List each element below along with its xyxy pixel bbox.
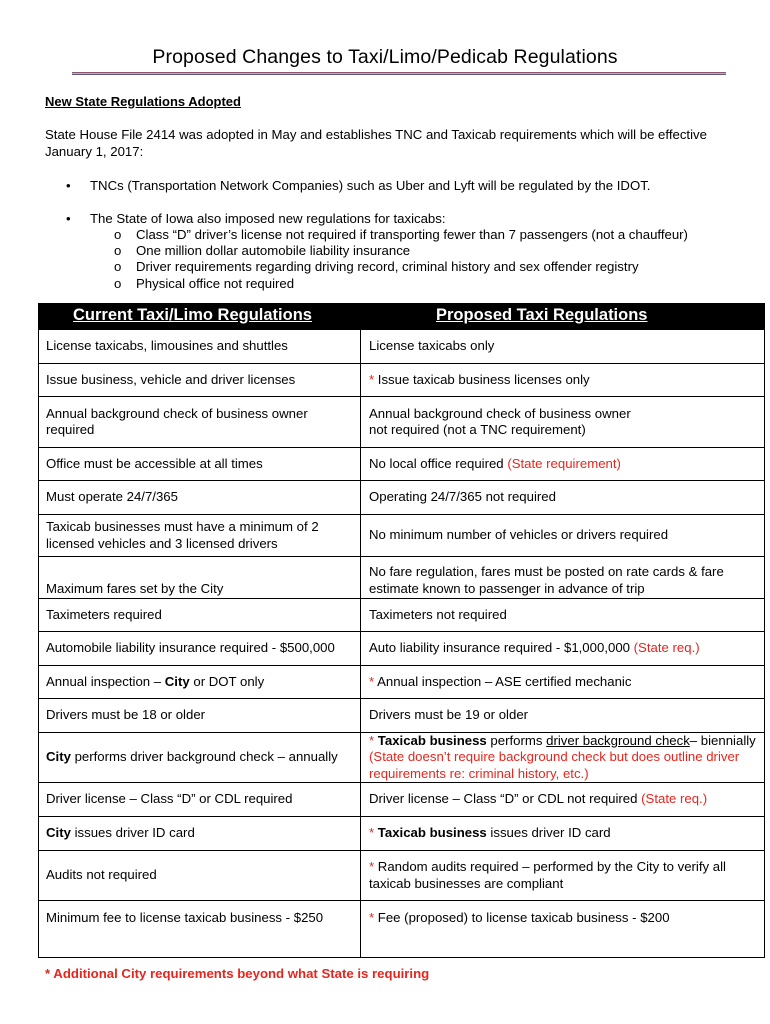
text-segment: License taxicabs only <box>369 338 495 354</box>
table-row <box>39 557 764 599</box>
proposed-regulation-cell <box>369 817 761 850</box>
text-segment: Auto liability insurance required - $1,000,000 <box>369 640 634 656</box>
current-regulation-cell <box>46 481 358 514</box>
current-regulation-cell <box>46 817 358 850</box>
red-text-segment: * <box>369 673 378 689</box>
red-text-segment: * <box>369 825 378 841</box>
current-regulation-cell <box>46 851 358 900</box>
text-segment: License taxicabs, limousines and shuttles <box>46 338 288 354</box>
bullet-text: TNCs (Transportation Network Companies) such as Uber and Lyft will be regulated by the IDOT. <box>90 178 651 193</box>
text-segment: – biennially <box>689 732 756 748</box>
table-row <box>39 599 764 632</box>
table-row <box>39 397 764 448</box>
text-segment: or DOT only <box>189 673 265 689</box>
proposed-regulation-cell <box>369 901 761 935</box>
current-regulation-cell <box>46 666 358 698</box>
circle-bullet-icon: o <box>114 227 122 242</box>
text-segment: Driver license – Class “D” or CDL not required <box>369 791 642 807</box>
page-title: Proposed Changes to Taxi/Limo/Pedicab Regulations <box>152 46 618 68</box>
red-text-segment: (State requirement) <box>507 455 621 471</box>
column-header-proposed: Proposed Taxi Regulations <box>436 306 648 324</box>
bullet-dot-icon: • <box>66 211 71 226</box>
table-row <box>39 364 764 397</box>
text-segment: Drivers must be 19 or older <box>369 707 529 723</box>
text-segment: performs <box>486 732 547 748</box>
proposed-regulation-cell <box>369 515 761 556</box>
table-row <box>39 481 764 515</box>
bullet-text: The State of Iowa also imposed new regulations for taxicabs: <box>90 211 446 226</box>
proposed-regulation-cell <box>369 699 761 732</box>
current-regulation-cell <box>46 632 358 665</box>
text-segment: Driver license – Class “D” or CDL required <box>46 791 293 807</box>
text-segment: Maximum fares set by the City <box>46 580 224 596</box>
current-regulation-cell <box>46 364 358 396</box>
proposed-regulation-cell <box>369 557 761 598</box>
red-text-segment: * <box>369 859 378 874</box>
proposed-regulation-cell <box>369 632 761 665</box>
text-segment: Fee (proposed) to license taxicab business - $200 <box>377 909 670 925</box>
text-segment: driver background check <box>546 732 690 748</box>
table-row <box>39 783 764 817</box>
text-segment: Taximeters required <box>46 606 162 622</box>
current-regulation-cell <box>46 783 358 816</box>
proposed-regulation-cell <box>369 783 761 816</box>
text-segment: City <box>46 825 71 841</box>
sub-bullet-text: Driver requirements regarding driving record, criminal history and sex offender registry <box>136 259 639 274</box>
text-segment: Annual inspection – ASE certified mechanic <box>377 673 632 689</box>
current-regulation-cell <box>46 515 358 556</box>
red-text-segment: (State req.) <box>633 640 700 656</box>
current-regulation-cell <box>46 448 358 480</box>
text-segment: Automobile liability insurance required - $500,000 <box>46 640 335 656</box>
sub-bullet-text: Physical office not required <box>136 276 295 291</box>
text-segment: not required (not a TNC requirement) <box>369 422 586 437</box>
text-segment: No fare regulation, fares must be posted on rate cards & fare estimate known to passenger in advance of trip <box>369 564 724 596</box>
regulations-table <box>38 303 765 958</box>
proposed-regulation-cell <box>369 733 761 782</box>
circle-bullet-icon: o <box>114 276 122 291</box>
text-segment: Annual background check of business owner required <box>46 405 308 437</box>
circle-bullet-icon: o <box>114 259 122 274</box>
table-row <box>39 330 764 364</box>
text-segment: No local office required <box>369 455 508 471</box>
current-regulation-cell <box>46 557 358 598</box>
table-row <box>39 901 764 935</box>
proposed-regulation-cell <box>369 397 761 447</box>
footnote: * Additional City requirements beyond what State is requiring <box>45 966 430 981</box>
text-segment: Must operate 24/7/365 <box>46 489 178 505</box>
text-segment: Minimum fee to license taxicab business - $250 <box>46 909 324 925</box>
table-row <box>39 817 764 851</box>
text-segment: Taximeters not required <box>369 606 507 622</box>
red-text-segment: * <box>369 732 378 748</box>
red-text-segment: * <box>369 909 378 925</box>
title-divider <box>72 72 726 75</box>
table-row <box>39 699 764 733</box>
section-heading: New State Regulations Adopted <box>45 94 241 109</box>
text-segment: Annual inspection – <box>46 673 165 689</box>
proposed-regulation-cell <box>369 666 761 698</box>
circle-bullet-icon: o <box>114 243 122 258</box>
text-segment: Issue business, vehicle and driver licenses <box>46 371 296 387</box>
red-text-segment: (State req.) <box>641 791 708 807</box>
table-row <box>39 632 764 666</box>
current-regulation-cell <box>46 599 358 631</box>
text-segment: issues driver ID card <box>70 825 195 841</box>
sub-bullet-text: One million dollar automobile liability insurance <box>136 243 411 258</box>
text-segment: City <box>164 673 190 689</box>
text-segment: issues driver ID card <box>486 825 611 841</box>
proposed-regulation-cell <box>369 330 761 363</box>
intro-paragraph: State House File 2414 was adopted in May and establishes TNC and Taxicab requirements which will be effective January 1, 2017: <box>45 127 707 159</box>
proposed-regulation-cell <box>369 364 761 396</box>
proposed-regulation-cell <box>369 851 761 900</box>
proposed-regulation-cell <box>369 448 761 480</box>
current-regulation-cell <box>46 901 358 935</box>
red-text-segment: * <box>369 371 378 387</box>
bullet-dot-icon: • <box>66 178 71 193</box>
text-segment: Issue taxicab business licenses only <box>377 371 590 387</box>
current-regulation-cell <box>46 699 358 732</box>
text-segment: Office must be accessible at all times <box>46 455 263 471</box>
current-regulation-cell <box>46 330 358 363</box>
text-segment: No minimum number of vehicles or drivers required <box>369 527 669 543</box>
sub-bullet-text: Class “D” driver’s license not required if transporting fewer than 7 passengers (not a chauffeur) <box>136 227 688 242</box>
table-row <box>39 448 764 481</box>
table-row <box>39 666 764 699</box>
text-segment: Taxicab businesses must have a minimum of 2 licensed vehicles and 3 licensed drivers <box>46 519 319 551</box>
text-segment: City <box>46 749 71 765</box>
text-segment: Operating 24/7/365 not required <box>369 489 556 505</box>
current-regulation-cell <box>46 397 358 447</box>
text-segment: Random audits required – performed by the City to verify all taxicab businesses are compliant <box>369 859 726 891</box>
text-segment: Drivers must be 18 or older <box>46 707 206 723</box>
red-text-segment: (State doesn’t require background check but does outline driver requirements re: criminal history, etc.) <box>369 749 740 781</box>
text-segment: Annual background check of business owner <box>369 405 631 421</box>
table-row <box>39 851 764 901</box>
text-segment: performs driver background check – annually <box>70 749 338 765</box>
current-regulation-cell <box>46 733 358 782</box>
text-segment: Taxicab business <box>377 732 487 748</box>
table-row <box>39 515 764 557</box>
table-header <box>39 304 764 330</box>
text-segment: Audits not required <box>46 867 157 883</box>
proposed-regulation-cell <box>369 481 761 514</box>
column-header-current: Current Taxi/Limo Regulations <box>73 306 312 324</box>
table-row <box>39 733 764 783</box>
proposed-regulation-cell <box>369 599 761 631</box>
text-segment: Taxicab business <box>377 825 487 841</box>
